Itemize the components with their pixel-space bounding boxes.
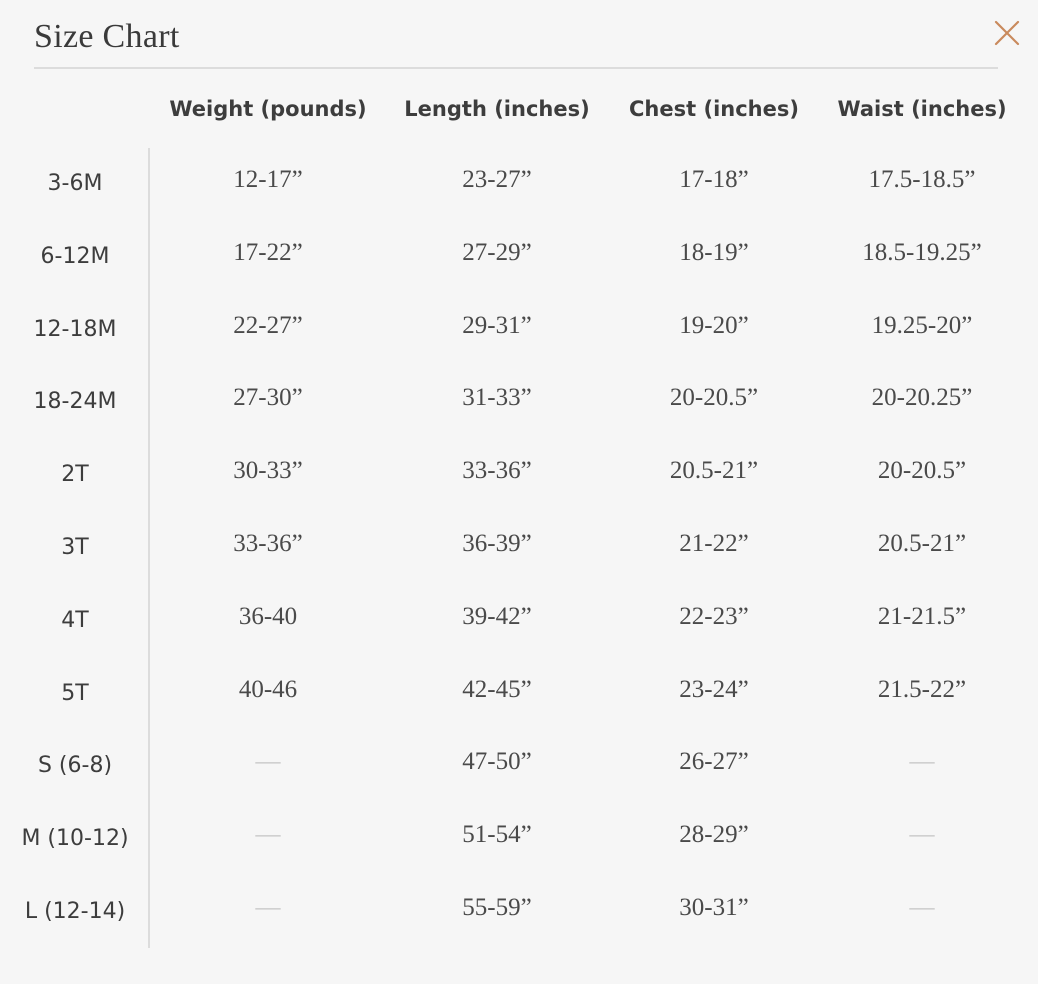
column-header-weight: Weight (pounds) [169, 97, 367, 121]
row-size-label: 3-6M [47, 171, 103, 196]
cell-chest: 26-27” [679, 748, 749, 776]
cell-waist: 20-20.25” [871, 384, 973, 412]
row-size-label: 6-12M [40, 243, 110, 269]
cell-length: 27-29” [462, 238, 532, 266]
cell-length: 23-27” [462, 166, 532, 193]
cell-length: 31-33” [462, 384, 532, 412]
cell-length: 51-54” [462, 821, 532, 849]
cell-chest: 30-31” [679, 893, 749, 921]
close-button[interactable] [992, 18, 1022, 48]
cell-length: 36-39” [462, 529, 532, 557]
cell-length: 33-36” [462, 457, 532, 485]
cell-waist: — [909, 821, 935, 849]
row-size-label: 18-24M [33, 389, 117, 415]
table-row [0, 658, 1038, 731]
column-header-length: Length (inches) [404, 97, 590, 121]
cell-chest: 20-20.5” [669, 384, 759, 412]
cell-weight: 17-22” [233, 238, 303, 266]
row-size-label: 4T [61, 607, 89, 633]
cell-weight: 30-33” [233, 457, 303, 485]
title-divider [34, 67, 998, 69]
cell-weight: 36-40 [238, 602, 298, 630]
cell-chest: 17-18” [679, 166, 749, 193]
cell-waist: 21-21.5” [877, 602, 967, 630]
cell-waist: 21.5-22” [877, 675, 967, 703]
cell-waist: 18.5-19.25” [862, 238, 982, 266]
cell-length: 39-42” [462, 602, 532, 630]
cell-chest: 28-29” [679, 821, 749, 849]
cell-length: 47-50” [462, 748, 532, 776]
cell-length: 29-31” [462, 311, 532, 339]
close-icon [992, 18, 1022, 48]
cell-weight: 22-27” [233, 311, 303, 339]
cell-waist: 19.25-20” [871, 311, 973, 339]
row-size-label: 3T [61, 534, 89, 560]
column-header-waist: Waist (inches) [837, 97, 1007, 121]
modal-title: Size Chart [34, 18, 180, 55]
row-size-label: 5T [61, 680, 89, 706]
size-table-body [0, 148, 1038, 949]
table-row [0, 803, 1038, 876]
cell-weight: 33-36” [233, 529, 303, 557]
row-size-label: M (10-12) [21, 826, 129, 852]
column-header-chest: Chest (inches) [629, 97, 799, 121]
cell-waist: — [909, 748, 935, 776]
cell-weight: 12-17” [233, 166, 303, 193]
table-row [0, 294, 1038, 367]
row-size-label: S (6-8) [37, 753, 113, 779]
cell-weight: — [255, 748, 281, 776]
table-row [0, 221, 1038, 294]
cell-chest: 23-24” [679, 675, 749, 703]
cell-weight: 27-30” [233, 384, 303, 412]
table-row [0, 585, 1038, 658]
cell-chest: 19-20” [679, 311, 749, 339]
cell-weight: — [255, 821, 281, 849]
cell-waist: — [909, 893, 935, 921]
cell-weight: — [255, 893, 281, 921]
cell-weight: 40-46 [238, 675, 298, 703]
row-size-label: 2T [61, 462, 89, 488]
cell-length: 42-45” [462, 675, 532, 703]
table-row [0, 730, 1038, 803]
row-size-label: L (12-14) [24, 898, 126, 924]
table-row [0, 876, 1038, 949]
cell-waist: 17.5-18.5” [868, 166, 976, 193]
cell-chest: 21-22” [679, 529, 749, 557]
row-size-label: 12-18M [33, 316, 117, 342]
table-row [0, 148, 1038, 221]
cell-chest: 18-19” [679, 238, 749, 266]
table-row [0, 366, 1038, 439]
table-row [0, 512, 1038, 585]
cell-chest: 20.5-21” [669, 457, 759, 485]
cell-chest: 22-23” [679, 602, 749, 630]
table-row [0, 439, 1038, 512]
cell-length: 55-59” [462, 893, 532, 921]
cell-waist: 20.5-21” [877, 529, 967, 557]
cell-waist: 20-20.5” [877, 457, 967, 485]
